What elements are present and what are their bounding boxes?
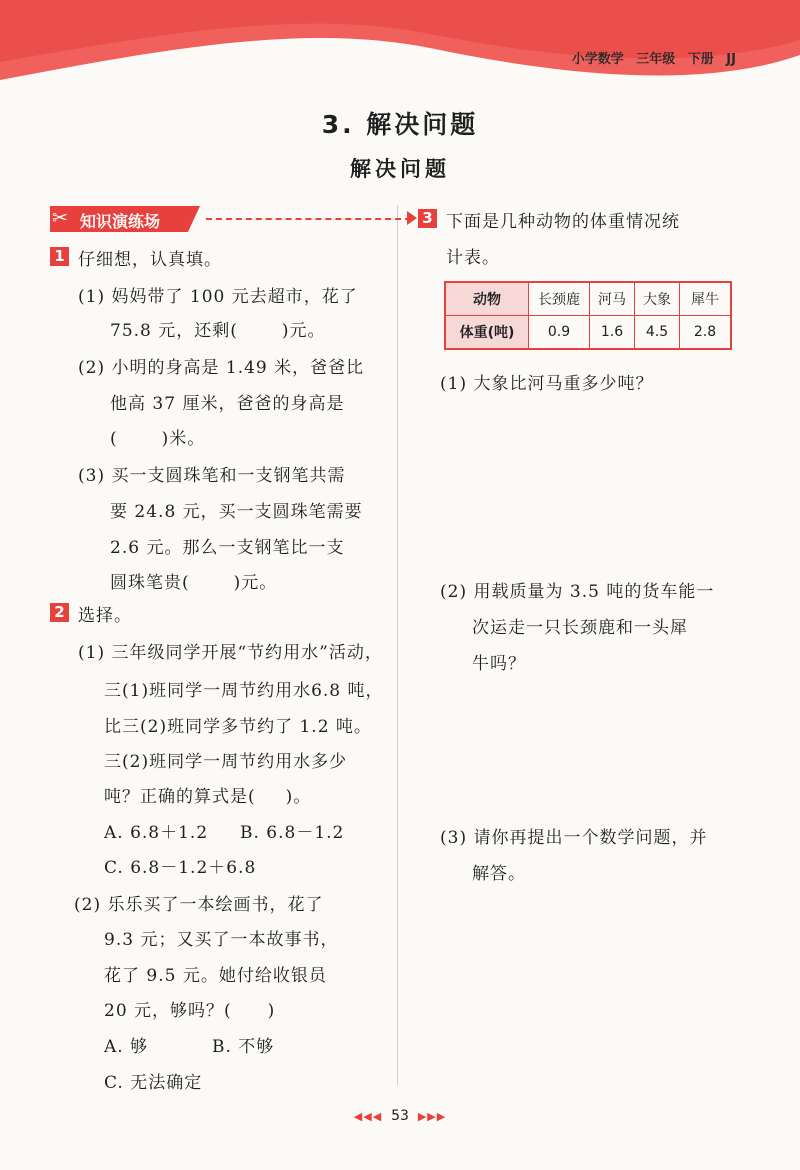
table-cell: 长颈鹿 xyxy=(529,282,590,316)
question-heading: 仔细想，认真填。 xyxy=(78,250,222,270)
question-text: 9.3 元；又买了一本故事书， xyxy=(104,930,339,950)
table-cell: 1.6 xyxy=(590,316,635,350)
question-text: 他高 37 厘米，爸爸的身高是 xyxy=(110,394,345,414)
book-info: 小学数学 三年级 下册 JJ xyxy=(571,52,736,67)
column-divider xyxy=(397,205,398,1085)
option-c[interactable]: C. 无法确定 xyxy=(104,1073,203,1093)
question-text: 三(1)班同学一周节约用水6.8 吨， xyxy=(104,681,384,701)
question-text: 牛吗？ xyxy=(472,654,526,674)
question-heading: 下面是几种动物的体重情况统 xyxy=(446,212,680,232)
question-text: 吨？正确的算式是( )。 xyxy=(104,787,312,807)
table-header-cell: 体重(吨) xyxy=(445,316,529,350)
question-text: (1) 三年级同学开展“节约用水”活动， xyxy=(78,643,383,663)
page-number: 53 xyxy=(391,1108,409,1124)
table-row xyxy=(445,316,731,350)
table-header-cell: 动物 xyxy=(445,282,529,316)
option-b[interactable]: B. 不够 xyxy=(212,1037,275,1057)
option-b[interactable]: B. 6.8－1.2 xyxy=(240,823,345,843)
question-number-badge: 2 xyxy=(50,603,69,622)
question-text: 20 元，够吗？( ) xyxy=(104,1001,276,1021)
section-label: 知识演练场 xyxy=(80,212,161,231)
page-footer xyxy=(0,1108,800,1124)
arrows-right-icon: ▶▶▶ xyxy=(417,1110,447,1123)
question-text: 圆珠笔贵( )元。 xyxy=(110,573,278,593)
question-text: 要 24.8 元，买一支圆珠笔需要 xyxy=(110,502,363,522)
question-text: (1) 大象比河马重多少吨？ xyxy=(440,374,654,394)
question-text: 花了 9.5 元。她付给收银员 xyxy=(104,966,327,986)
table-row xyxy=(445,282,731,316)
question-text: (1) 妈妈带了 100 元去超市，花了 xyxy=(78,287,358,307)
scissors-icon: ✂ xyxy=(52,207,68,229)
page-header xyxy=(0,0,800,95)
chapter-title: 3. 解决问题 xyxy=(321,110,479,139)
lesson-title: 解决问题 xyxy=(350,157,450,181)
question-text: 75.8 元，还剩( )元。 xyxy=(110,321,326,341)
question-heading: 选择。 xyxy=(78,606,132,626)
option-a[interactable]: A. 6.8＋1.2 xyxy=(104,823,209,843)
option-c[interactable]: C. 6.8－1.2＋6.8 xyxy=(104,858,257,878)
table-cell: 大象 xyxy=(635,282,680,316)
table-cell: 4.5 xyxy=(635,316,680,350)
question-text: (2) 用载质量为 3.5 吨的货车能一 xyxy=(440,582,715,602)
question-text: 2.6 元。那么一支钢笔比一支 xyxy=(110,538,345,558)
arrow-right-icon xyxy=(407,211,417,225)
table-cell: 犀牛 xyxy=(680,282,732,316)
question-text: (3) 买一支圆珠笔和一支钢笔共需 xyxy=(78,466,346,486)
question-text: 比三(2)班同学多节约了 1.2 吨。 xyxy=(104,717,372,737)
banner-dashed-line xyxy=(206,218,411,220)
table-cell: 河马 xyxy=(590,282,635,316)
question-text: (2) 小明的身高是 1.49 米，爸爸比 xyxy=(78,358,365,378)
question-number-badge: 3 xyxy=(418,209,437,228)
question-text: 三(2)班同学一周节约用水多少 xyxy=(104,752,348,772)
animal-weight-table xyxy=(444,281,732,350)
question-text: (2) 乐乐买了一本绘画书，花了 xyxy=(74,895,324,915)
question-text: 次运走一只长颈鹿和一头犀 xyxy=(472,618,688,638)
question-text: (3) 请你再提出一个数学问题，并 xyxy=(440,828,708,848)
question-text: ( )米。 xyxy=(110,429,206,449)
table-cell: 0.9 xyxy=(529,316,590,350)
option-a[interactable]: A. 够 xyxy=(104,1037,149,1057)
question-heading: 计表。 xyxy=(446,248,500,268)
table-cell: 2.8 xyxy=(680,316,732,350)
question-text: 解答。 xyxy=(472,864,526,884)
question-number-badge: 1 xyxy=(50,247,69,266)
arrows-left-icon: ◀◀◀ xyxy=(353,1110,383,1123)
